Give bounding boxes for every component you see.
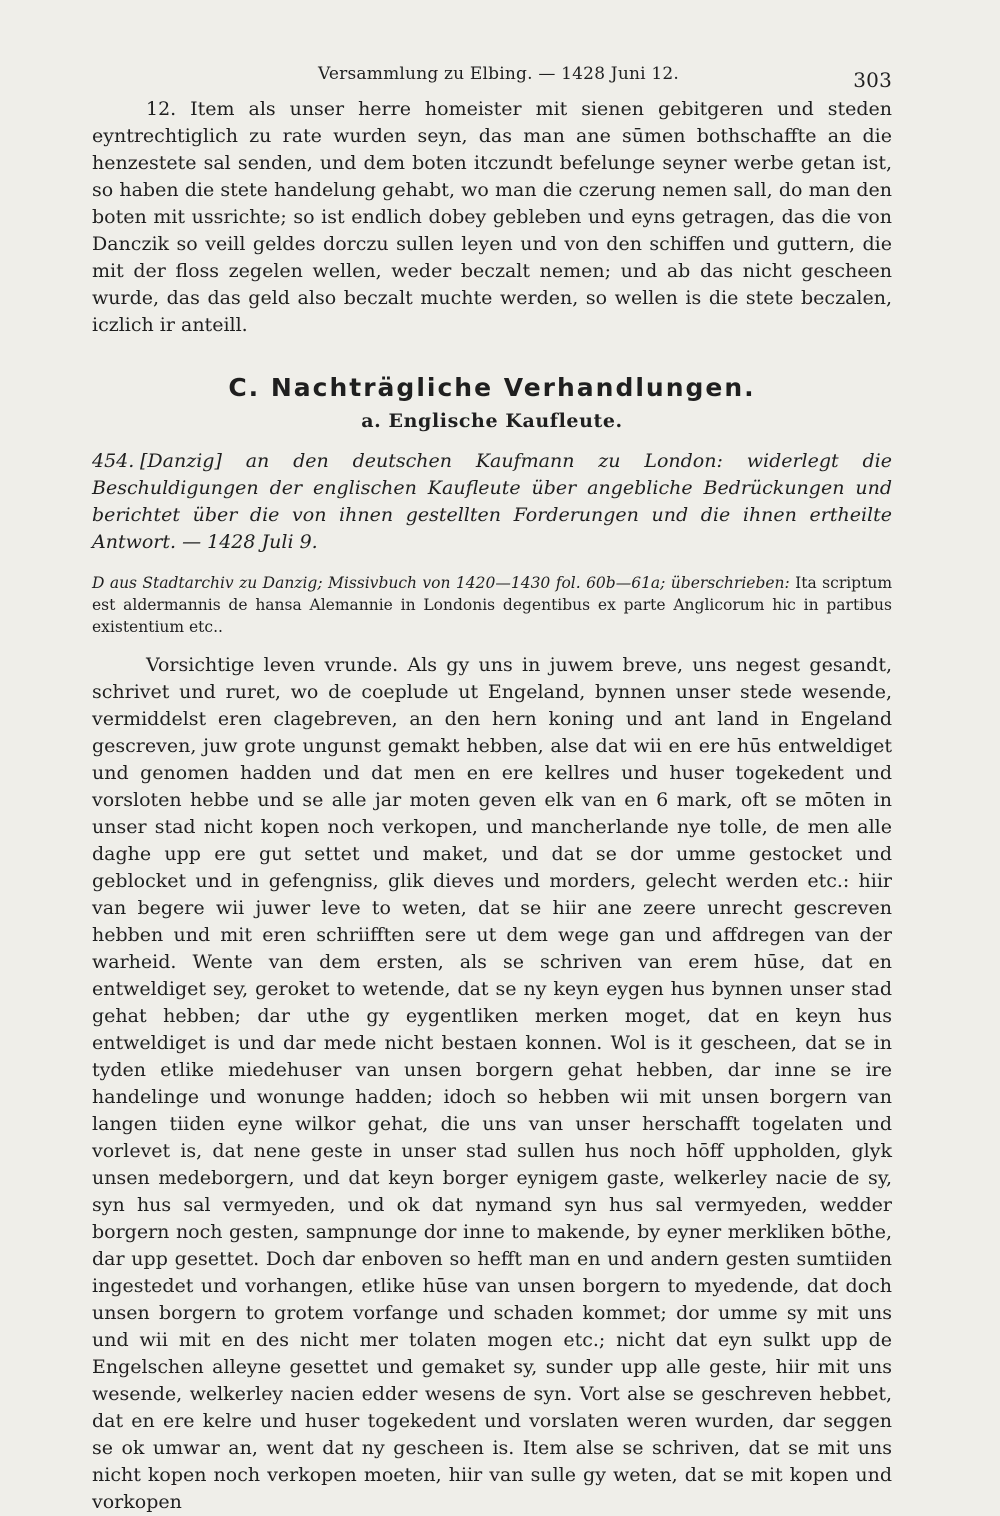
section-heading-c: C. Nachträgliche Verhandlungen. <box>228 373 756 402</box>
source-note <box>92 572 892 638</box>
running-head-title: Versammlung zu Elbing. — 1428 Juni 12. <box>318 64 679 84</box>
document-page <box>92 64 892 1516</box>
source-note-roman: Ita scriptum est aldermannis de hansa Alemannie in Londonis degentibus ex parte Anglicorum hic in partibus existentium etc.. <box>92 574 893 636</box>
document-454-heading <box>92 448 892 556</box>
section-heading-a: a. Englische Kaufleute. <box>361 410 623 432</box>
paragraph-12: 12. Item als unser herre homeister mit sienen gebitgeren und steden eyntrechtiglich zu rate wurden seyn, das man ane sūmen bothschaffte an die henzestete sal senden, und dem boten itczundt befelunge seyner werbe getan ist, so haben die stete handelung gehabt, wo man die czerung nemen sall, do man den boten mit ussrichte; so ist endlich dobey gebleben und eyns getragen, das die von Danczik so veill geldes dorczu sullen leyen und von den schiffen und guttern, die mit der floss zegelen wellen, weder beczalt nemen; und ab das nicht gescheen wurde, das das geld also beczalt muchte werden, so wellen is die stete beczalen, iczlich ir anteill. <box>92 98 892 336</box>
source-note-italic: D aus Stadtarchiv zu Danzig; Missivbuch von 1420—1430 fol. 60b—61a; überschrieben: <box>92 574 790 592</box>
letter-body: Vorsichtige leven vrunde. Als gy uns in juwem breve, uns negest gesandt, schrivet und ruret, wo de coeplude ut Engeland, bynnen unser stede wesende, vermiddelst eren clagebreven, an den hern koning und ant land in Engeland gescreven, juw grote ungunst gemakt hebben, alse dat wii en ere hūs entweldiget und genomen hadden und dat men en ere kellres und huser togekedent und vorsloten hebbe und se alle jar moten geven elk van en 6 mark, oft se mōten in unser stad nicht kopen noch verkopen, und mancherlande nye tolle, de men alle daghe upp ere gut settet und maket, und dat se dor umme gestocket und geblocket und in gefengniss, glik dieves und morders, gelecht werden etc.: hiir van begere wii juwer leve to weten, dat se hiir ane zeere unrecht gescreven hebben und mit eren schriifften sere ut dem wege gan und affdregen van der warheid. Wente van dem ersten, als se schriven van erem hūse, dat en entweldiget sey, geroket to wetende, dat se ny keyn eygen hus bynnen unser stad gehat hebben; dar uthe gy eygentliken merken moget, dat en keyn hus entweldiget is und dar mede nicht bestaen konnen. Wol is it gescheen, dat se in tyden etlike miedehuser van unsen borgern gehat hebben, dar inne se ire handelinge und wonunge hadden; idoch so hebben wii mit unsen borgern van langen tiiden eyne wilkor gehat, die uns van unser herschafft togelaten und vorlevet is, dat nene geste in unser stad sullen hus noch hōff uppholden, glyk unsen medeborgern, und dat keyn borger eynigem gaste, welkerley nacie de sy, syn hus sal vermyeden, und ok dat nymand syn hus sal vermyeden, wedder borgern noch gesten, sampnunge dor inne to makende, by eyner merkliken bōthe, dar upp gesettet. Doch dar enboven so hefft man en und andern gesten sumtiiden ingestedet und vorhangen, etlike hūse van unsen borgern to myedende, dat doch unsen borgern to grotem vorfange und schaden kommet; dor umme sy mit uns und wii mit en des nicht mer tolaten mogen etc.; nicht dat eyn sulkt upp de Engelschen alleyne gesettet und gemaket sy, sunder upp alle geste, hiir mit uns wesende, welkerley nacien edder wesens de syn. Vort alse se geschreven hebbet, dat en ere kelre und huser togekedent und vorslaten weren wurden, dar seggen se ok umwar an, went dat ny gescheen is. Item alse se schriven, dat se mit uns nicht kopen noch verkopen moeten, hiir van sulle gy weten, dat se mit kopen und vorkopen <box>92 654 892 1513</box>
page-number: 303 <box>853 68 892 92</box>
running-head <box>92 64 892 96</box>
document-summary: [Danzig] an den deutschen Kaufmann zu London: widerlegt die Beschuldigungen der englischen Kaufleute über angebliche Bedrückungen und berichtet über die von ihnen gestellten Forderungen und die ihnen ertheilte Antwort. — 1428 Juli 9. <box>92 450 892 553</box>
document-number: 454. <box>92 450 135 472</box>
